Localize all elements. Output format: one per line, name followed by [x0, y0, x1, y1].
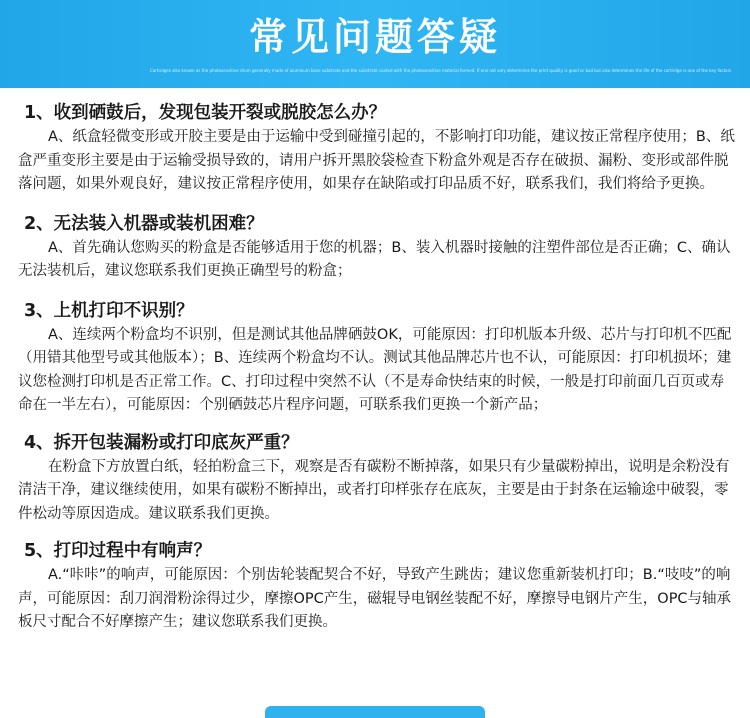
page-title: 常见问题答疑	[248, 15, 501, 59]
faq-answer-2	[18, 237, 736, 284]
faq-answer-1	[18, 126, 736, 197]
faq-list	[18, 100, 736, 635]
faq-item-3	[18, 298, 736, 418]
faq-answer-5	[18, 564, 736, 635]
faq-question-1: 1、收到硒鼓后，发现包装开裂或脱胶怎么办？	[24, 103, 387, 123]
faq-item-4	[18, 430, 736, 527]
header-subtitle: Cartridges also known as the photosensitive drum generally made of aluminum base substrate and the substrate coated with the photosensitive material formed. If one not only determines the print quality is good or bad but also determines the life of the cartridge is one of the key factors	[150, 68, 732, 73]
faq-question-3: 3、上机打印不识别？	[24, 300, 194, 321]
faq-answer-1-text: A、纸盒轻微变形或开胶主要是由于运输中受到碰撞引起的，不影响打印功能，建议按正常程序使用；B、纸盒严重变形主要是由于运输受损导致的，请用户拆开黑胶袋检查下粉盒外观是否存在破损、漏粉、变形或部件脱落问题，如果外观良好，建议按正常程序使用，如果存在缺陷或打印品质不好，联系我们，我们将给予更换。	[18, 129, 735, 192]
faq-item-2	[18, 211, 736, 284]
header-banner	[0, 0, 750, 88]
faq-item-5	[18, 538, 736, 635]
faq-answer-4	[18, 456, 736, 527]
footer-decoration-bar	[265, 706, 485, 718]
faq-question-2: 2、无法装入机器或装机困难？	[24, 213, 264, 234]
faq-answer-2-text: A、首先确认您购买的粉盒是否能够适用于您的机器；B、装入机器时接触的注塑件部位是否正确；C、确认无法装机后，建议您联系我们更换正确型号的粉盒；	[18, 239, 731, 279]
faq-question-4: 4、拆开包装漏粉或打印底灰严重？	[24, 432, 299, 453]
faq-answer-4-text: 在粉盒下方放置白纸，轻拍粉盒三下，观察是否有碳粉不断掉落，如果只有少量碳粉掉出，说明是余粉没有清洁干净，建议继续使用，如果有碳粉不断掉出，或者打印样张存在底灰，主要是由于封条在运输途中破裂，零件松动等原因造成。建议联系我们更换。	[18, 458, 730, 522]
faq-answer-3-text: A、连续两个粉盒均不识别，但是测试其他品牌硒鼓OK，可能原因：打印机版本升级、芯片与打印机不匹配（用错其他型号或其他版本）；B、连续两个粉盒均不认。测试其他品牌芯片也不认，可能原因：打印机损坏；建议您检测打印机是否正常工作。C、打印过程中突然不认（不是寿命快结束的时候，一般是打印前面几百页或寿命在一半左右），可能原因：个别硒鼓芯片程序问题，可联系我们更换一个新产品；	[18, 326, 732, 413]
faq-answer-3	[18, 324, 736, 418]
faq-item-1	[18, 100, 736, 197]
faq-answer-5-text: A.“咔咔”的响声，可能原因：个别齿轮装配契合不好，导致产生跳齿；建议您重新装机打印；B.“吱吱”的响声，可能原因：刮刀润滑粉涂得过少，摩擦OPC产生，磁辊导电钢丝装配不好，摩擦导电钢片产生，OPC与轴承板尺寸配合不好摩擦产生；建议您联系我们更换。	[18, 567, 732, 630]
faq-question-5: 5、打印过程中有响声？	[24, 541, 212, 561]
